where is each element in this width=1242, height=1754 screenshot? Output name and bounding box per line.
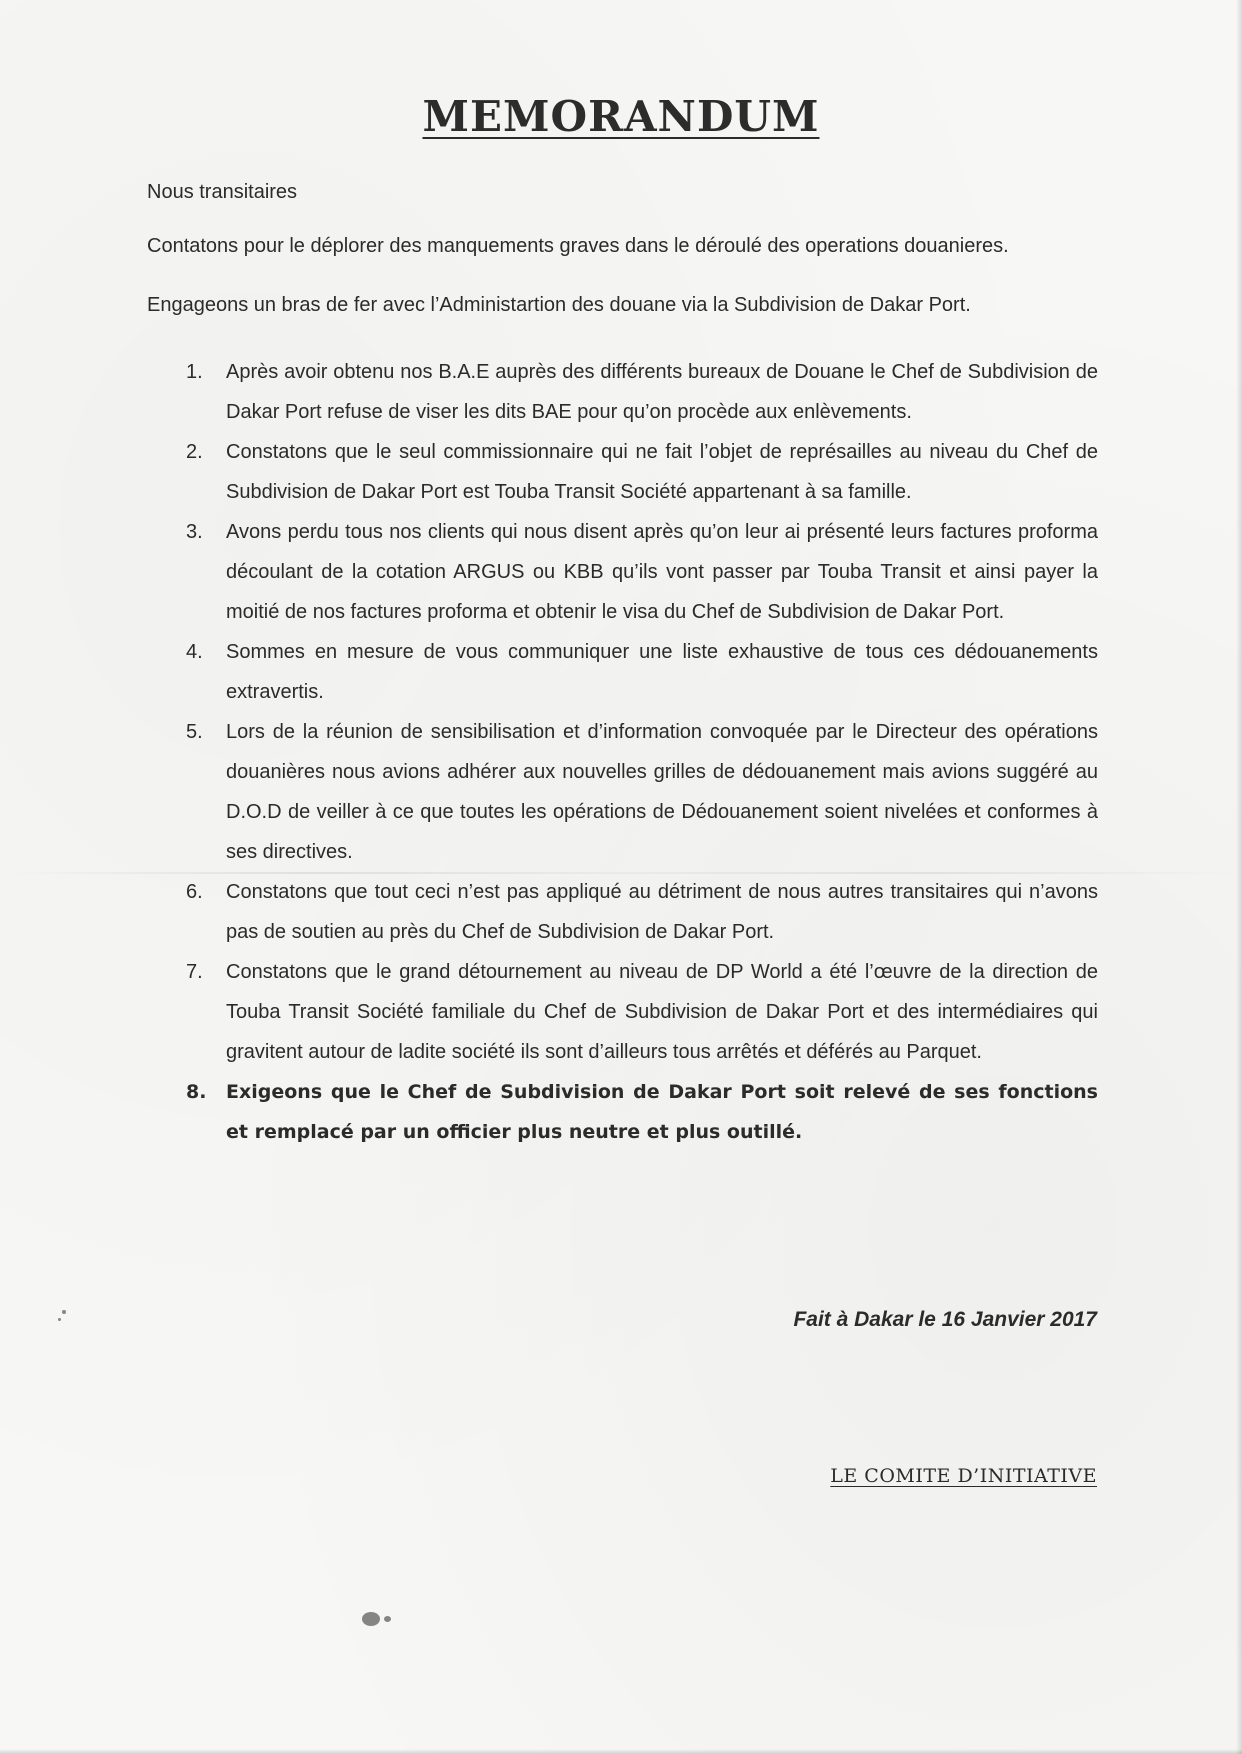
intro-line-2: Contatons pour le déplorer des manquements graves dans le déroulé des operations douanieres. — [147, 235, 1009, 257]
item-text: Avons perdu tous nos clients qui nous disent après qu’on leur ai présenté leurs factures proforma découlant de la cotation ARGUS ou KBB qu’ils vont passer par Touba Transit et ainsi payer la moitié de nos factures proforma et obtenir le visa du Chef de Subdivision de Dakar Port. — [226, 521, 1098, 623]
title-text: MEMORANDUM — [422, 92, 820, 141]
item-text: Constatons que tout ceci n’est pas appliqué au détriment de nous autres transitaires qui n’avons pas de soutien au près du Chef de Subdivision de Dakar Port. — [226, 881, 1098, 943]
item-text: Constatons que le grand détournement au niveau de DP World a été l’œuvre de la direction de Touba Transit Société familiale du Chef de Subdivision de Dakar Port et des intermédiaires qui gravitent autour de ladite société ils sont d’ailleurs tous arrêtés et déférés au Parquet. — [226, 961, 1098, 1063]
item-number: 5. — [186, 721, 203, 743]
item-number: 7. — [186, 961, 203, 983]
item-number: 4. — [186, 641, 203, 663]
list-item — [186, 712, 1098, 872]
list-item-demand — [186, 1072, 1098, 1152]
demands-list — [186, 352, 1098, 1152]
item-text: Constatons que le seul commissionnaire qui ne fait l’objet de représailles au niveau du Chef de Subdivision de Dakar Port est Touba Transit Société appartenant à sa famille. — [226, 441, 1098, 503]
list-item — [186, 512, 1098, 632]
item-number: 1. — [186, 361, 203, 383]
ink-smudge — [384, 1616, 391, 1622]
scan-edge-bottom — [0, 1749, 1242, 1754]
signatory: LE COMITE D’INITIATIVE — [830, 1465, 1097, 1487]
item-number: 8. — [186, 1081, 207, 1103]
item-number: 6. — [186, 881, 203, 903]
item-text: Exigeons que le Chef de Subdivision de Dakar Port soit relevé de ses fonctions et remplacé par un officier plus neutre et plus outillé. — [226, 1081, 1098, 1143]
item-number: 3. — [186, 521, 203, 543]
intro-line-1: Nous transitaires — [147, 181, 298, 203]
item-text: Lors de la réunion de sensibilisation et d’information convoquée par le Directeur des opérations douanières nous avions adhérer aux nouvelles grilles de dédouanement mais avions suggéré au D.O.D de veiller à ce que toutes les opérations de Dédouanement soient nivelées et conformes à ses directives. — [226, 721, 1098, 863]
ink-speck — [58, 1318, 61, 1321]
list-item — [186, 872, 1098, 952]
item-text: Après avoir obtenu nos B.A.E auprès des différents bureaux de Douane le Chef de Subdivision de Dakar Port refuse de viser les dits BAE pour qu’on procède aux enlèvements. — [226, 361, 1098, 423]
scan-edge-right — [1236, 0, 1242, 1754]
list-item — [186, 952, 1098, 1072]
ink-smudge — [362, 1612, 380, 1626]
list-item — [186, 632, 1098, 712]
intro-line-3: Engageons un bras de fer avec l’Administartion des douane via la Subdivision de Dakar Port. — [147, 294, 971, 316]
item-text: Sommes en mesure de vous communiquer une liste exhaustive de tous ces dédouanements extravertis. — [226, 641, 1098, 703]
item-number: 2. — [186, 441, 203, 463]
list-item — [186, 432, 1098, 512]
place-date: Fait à Dakar le 16 Janvier 2017 — [793, 1308, 1097, 1331]
page-title — [0, 92, 1242, 141]
list-item — [186, 352, 1098, 432]
ink-speck — [62, 1310, 66, 1314]
